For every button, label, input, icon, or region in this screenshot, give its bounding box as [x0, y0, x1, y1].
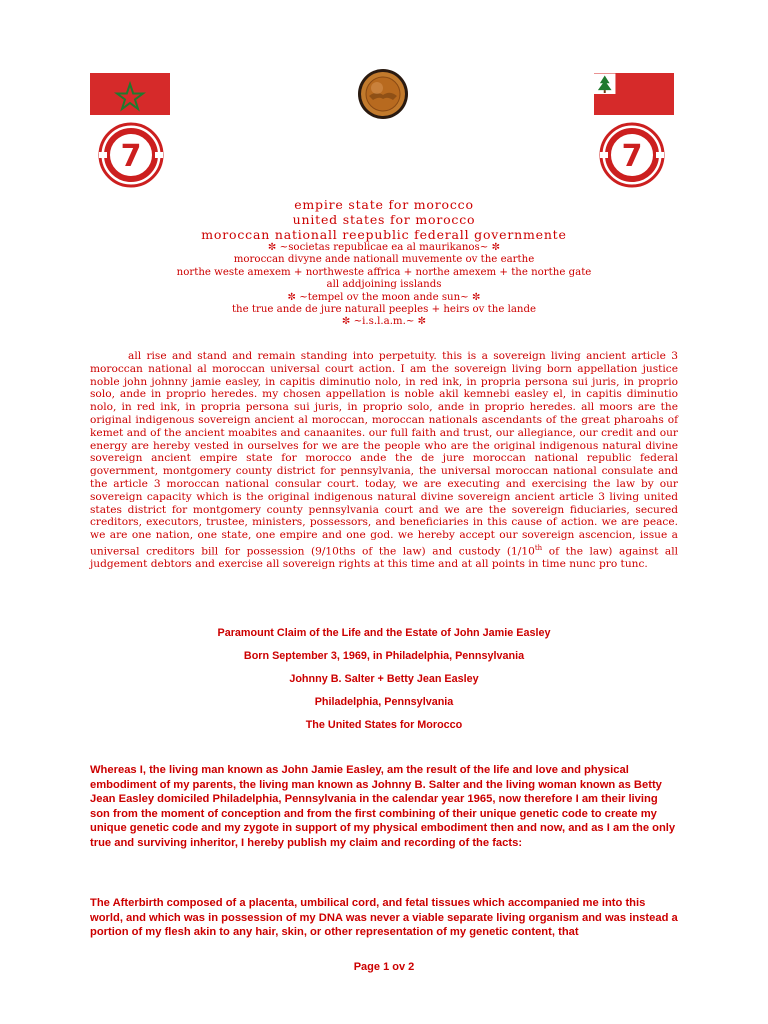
claim-title: Paramount Claim of the Life and the Estate of John Jamie Easley	[217, 627, 551, 639]
declaration-paragraph	[90, 350, 678, 571]
handshake-coin-seal-icon	[357, 68, 409, 120]
left-seven-badge	[97, 121, 165, 194]
right-seven-number: 7	[621, 139, 643, 174]
header-line-1: empire state for morocco	[294, 197, 474, 212]
ornament-glyph-icon: ✼	[491, 242, 501, 253]
header-line-7: all addjoining isslands	[326, 279, 442, 291]
header-line-10-text: ~i.s.l.a.m.~	[353, 316, 415, 328]
header-line-8	[150, 292, 618, 304]
ornament-glyph-icon: ✼	[267, 242, 277, 253]
declaration-text-part-1: all rise and stand and remain standing into perpetuity. this is a sovereign living ancient article 3 moroccan national al moroccan universal court action. I am the sovereign living born appellation justice noble john johnny jamie easley, in capitis diminutio nolo, in red ink, in propria persona sui juris, in proprio solo, ande in proprio heredes. my chosen appellation is noble akil kemnebi easley el, in capitis diminutio nolo, in red ink, in propria persona sui juris, in proprio solo, ande in proprio heredes. all moors are the original indigenous sovereign ancient al moroccan, moroccan nationals ascendants of the great pharoahs of kemet and of the ancient moabites and canaanites. our full faith and trust, our allegiance, our credit and our energy are hereby vested in ourselves for we are the people who are the original indigenous natural divine sovereign ancient empire state for morocco ande the de jure moroccan national republic federal government, montgomery county district for pennsylvania, the universal moroccan national consulate and the article 3 moroccan national consular court. today, we are executing and exercising the law by our sovereign capacity which is the original indigenous natural divine sovereign ancient article 3 living united states district for montgomery county pennsylvania court and we are the sovereign fiduciaries, secured creditors, executors, trustee, ministers, possessors, and beneficiaries in this cause of action. we are peace. we are one nation, one state, one empire and one god. we hereby accept our sovereign ascencion, issue a universal creditors bill for possession (9/10ths of the law) and custody (1/10	[90, 350, 678, 558]
header-line-4	[150, 242, 618, 254]
morocco-flag-icon	[90, 73, 170, 115]
ornament-glyph-icon: ✼	[417, 316, 427, 328]
header-line-6: northe weste amexem + northweste affrica + northe amexem + the northe gate	[176, 266, 592, 278]
header-line-2: united states for morocco	[292, 212, 476, 227]
header-line-9: the true ande de jure naturall peeples + heirs ov the lande	[231, 304, 537, 316]
afterbirth-text: The Afterbirth composed of a placenta, umbilical cord, and fetal tissues which accompanied me into this world, and which was in possession of my DNA was never a viable separate living organism and was instead a portion of my flesh akin to any hair, skin, or other representation of my genetic content, that	[90, 897, 678, 939]
whereas-paragraph	[90, 763, 680, 851]
left-seven-number: 7	[120, 139, 142, 174]
seven-circle-badge-icon	[598, 121, 666, 189]
whereas-text: Whereas I, the living man known as John Jamie Easley, am the result of the life and love and physical embodiment of my parents, the living man known as Johnny B. Salter and the living woman known as Betty Jean Easley domiciled Philadelphia, Pennsylvania in the calendar year 1965, now therefore I am their living son from the moment of conception and from the first combining of their unique genetic code to create my unique genetic code and my zygote in support of my physical embodiment then and now, and as I am the only true and surviving inheritor, I hereby publish my claim and recording of the facts:	[90, 764, 676, 849]
red-flag-with-tree-icon	[594, 73, 674, 115]
ornament-glyph-icon: ✼	[471, 291, 481, 303]
page-number: Page 1 ov 2	[353, 961, 415, 973]
afterbirth-paragraph	[90, 896, 680, 940]
claim-city: Philadelphia, Pennsylvania	[314, 696, 454, 708]
header-line-4-text: ~societas republicae ea al maurikanos~	[279, 242, 489, 253]
seal	[357, 68, 409, 125]
claim-block	[90, 627, 678, 742]
page-footer	[0, 961, 768, 973]
declaration-superscript: th	[534, 543, 543, 552]
declaration-text-part-2: of the law) against all judgement debtors and exercise all sovereign rights at this time and at all points in time nunc pro tunc.	[90, 545, 678, 571]
right-flag	[594, 73, 674, 120]
right-seven-badge	[598, 121, 666, 194]
claim-parents: Johnny B. Salter + Betty Jean Easley	[289, 673, 479, 685]
ornament-glyph-icon: ✼	[287, 291, 297, 303]
seven-circle-badge-icon	[97, 121, 165, 189]
declaration-text	[90, 350, 678, 571]
ornament-glyph-icon: ✼	[341, 316, 351, 328]
header-line-10	[150, 316, 618, 328]
header-line-3: moroccan nationall reepublic federall governmente	[201, 227, 567, 242]
header-block	[150, 197, 618, 329]
left-flag	[90, 73, 170, 120]
header-line-5: moroccan divyne ande nationall muvemente ov the earthe	[233, 254, 535, 266]
claim-nation: The United States for Morocco	[305, 719, 463, 731]
claim-born: Born September 3, 1969, in Philadelphia, Pennsylvania	[243, 650, 525, 662]
header-line-8-text: ~tempel ov the moon ande sun~	[299, 291, 469, 303]
